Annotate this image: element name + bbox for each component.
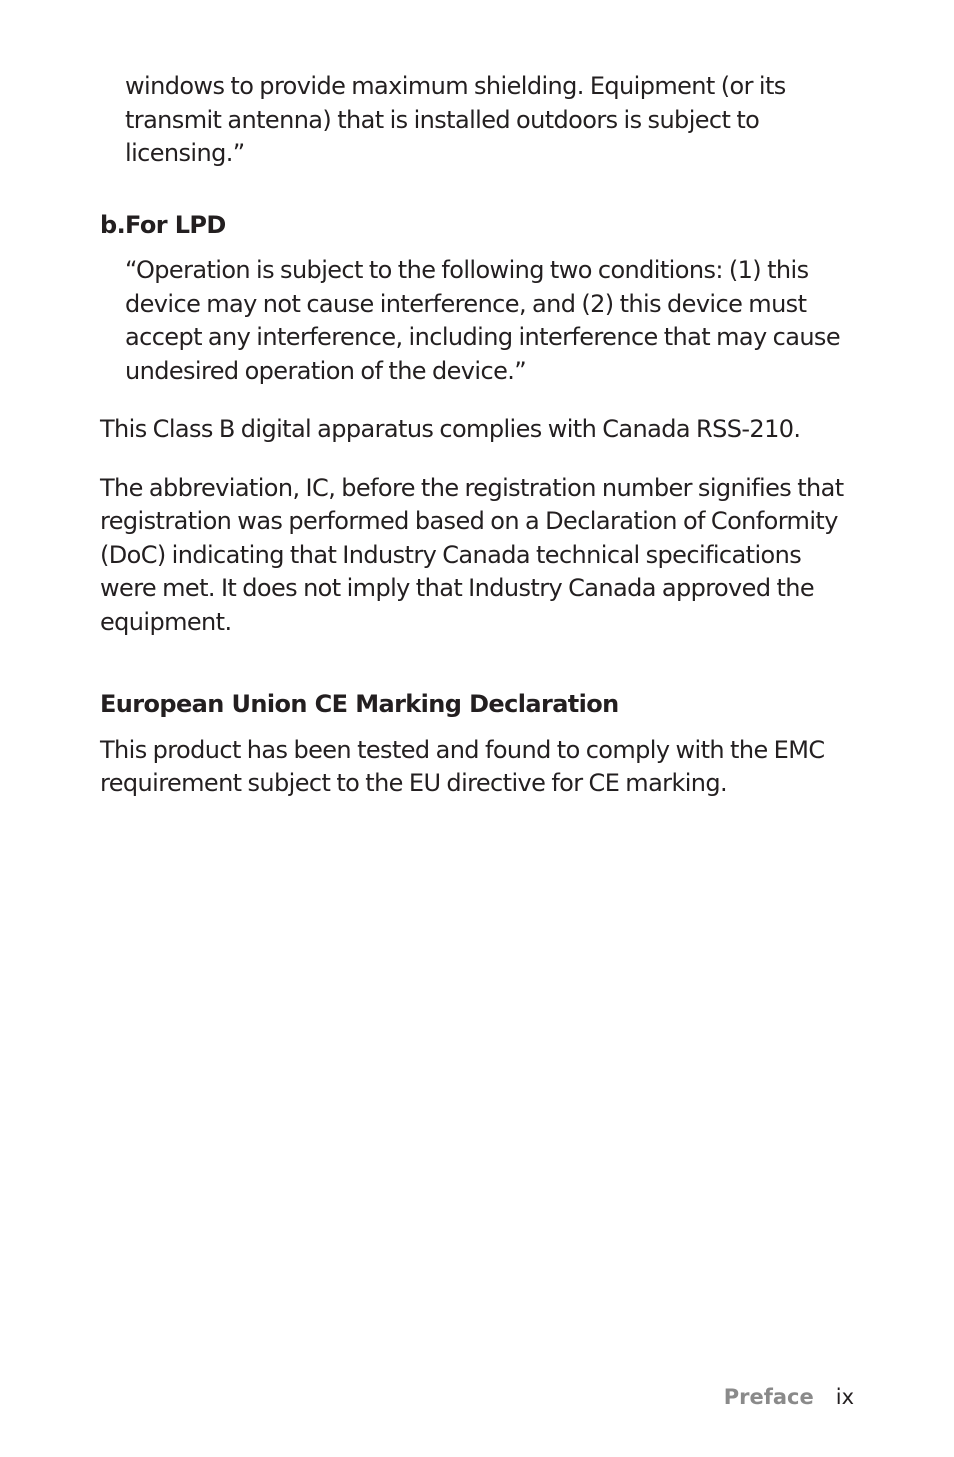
eu-section-heading: European Union CE Marking Declaration (100, 690, 619, 718)
footer-page-number: ix (835, 1385, 854, 1409)
page-footer (724, 1383, 854, 1411)
footer-section-name: Preface (723, 1385, 814, 1409)
rss-compliance-paragraph: This Class B digital apparatus complies with Canada RSS-210. (100, 415, 801, 443)
continued-paragraph: windows to provide maximum shielding. Equipment (or its transmit antenna) that is installed outdoors is subject to licensing.” (125, 72, 786, 167)
lpd-quote: “Operation is subject to the following two conditions: (1) this device may not cause interference, and (2) this device must accept any interference, including interference that may cause undesired operation of the device.” (125, 256, 840, 385)
eu-section-body: This product has been tested and found to comply with the EMC requirement subject to the EU directive for CE marking. (100, 735, 825, 797)
list-item-heading (100, 209, 860, 243)
page-content (100, 70, 860, 801)
list-item-marker: b. (100, 210, 126, 239)
list-item-title: For LPD (125, 210, 226, 239)
ic-abbreviation-paragraph: The abbreviation, IC, before the registration number signifies that registration was performed based on a Declaration of Conformity (DoC) indicating that Industry Canada technical specifications were met. It does not imply that Industry Canada approved the equipment. (100, 473, 844, 636)
